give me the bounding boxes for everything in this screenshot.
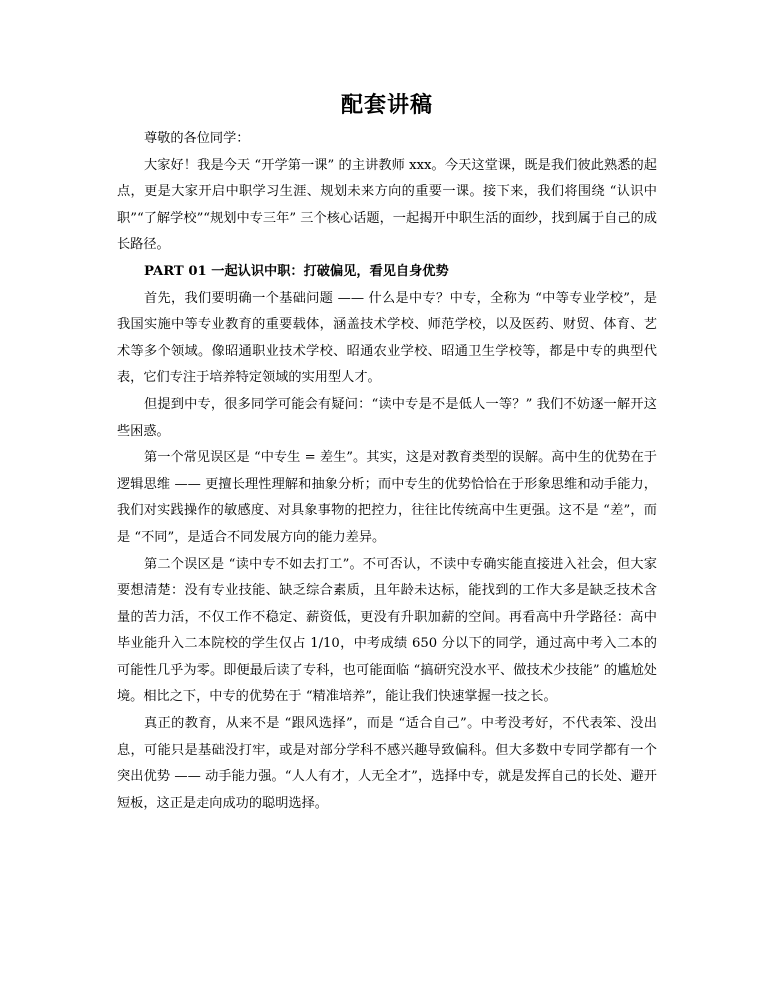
paragraph-misconception-2: 第二个误区是 “读中专不如去打工”。不可否认，不读中专确实能直接进入社会，但大家要想清楚：没有专业技能、缺乏综合素质，且年龄未达标，能找到的工作大多是缺乏技术含量的苦力活，不仅工作不稳定、薪资低，更没有升职加薪的空间。再看高中升学路径：高中毕业能升入二本院校的学生仅占 1/10，中考成绩 650 分以下的同学，通过高中考入二本的可能性几乎为零。即便最后读了专科，也可能面临 “搞研究没水平、做技术少技能” 的尴尬处境。相比之下，中专的优势在于 “精准培养”，能让我们快速掌握一技之长。 [117, 556, 657, 705]
salutation: 尊敬的各位同学： [144, 131, 250, 146]
paragraph-intro: 大家好！我是今天 “开学第一课” 的主讲教师 xxx。今天这堂课，既是我们彼此熟悉的起点，更是大家开启中职学习生涯、规划未来方向的重要一课。接下来，我们将围绕 “认识中职”“了解学校”“规划中专三年” 三个核心话题，一起揭开中职生活的面纱，找到属于自己的成长路径。 [117, 157, 657, 253]
paragraph-question: 但提到中专，很多同学可能会有疑问：“读中专是不是低人一等？” 我们不妨逐一解开这些困惑。 [117, 396, 657, 439]
paragraph-misconception-1: 第一个常见误区是 “中专生 = 差生”。其实，这是对教育类型的误解。高中生的优势在于逻辑思维 —— 更擅长理性理解和抽象分析；而中专生的优势恰恰在于形象思维和动手能力，我们对实践操作的敏感度、对具象事物的把控力，往往比传统高中生更强。这不是 “差”，而是 “不同”，是适合不同发展方向的能力差异。 [117, 450, 657, 545]
paragraph-what-is-zhongzhuan: 首先，我们要明确一个基础问题 —— 什么是中专？中专，全称为 “中等专业学校”，是我国实施中等专业教育的重要载体，涵盖技术学校、师范学校，以及医药、财贸、体育、艺术等多个领域。像昭通职业技术学校、昭通农业学校、昭通卫生学校等，都是中专的典型代表，它们专注于培养特定领域的实用型人才。 [117, 290, 657, 386]
section-heading-part-01: PART 01 一起认识中职：打破偏见，看见自身优势 [144, 263, 449, 279]
document-page [117, 88, 657, 817]
document-title: 配套讲稿 [340, 92, 433, 118]
paragraph-true-education: 真正的教育，从来不是 “跟风选择”，而是 “适合自己”。中考没考好，不代表笨、没出息，可能只是基础没打牢，或是对部分学科不感兴趣导致偏科。但大多数中专同学都有一个突出优势 —— 动手能力强。“人人有才，人无全才”，选择中专，就是发挥自己的长处、避开短板，这正是走向成功的聪明选择。 [117, 716, 657, 811]
